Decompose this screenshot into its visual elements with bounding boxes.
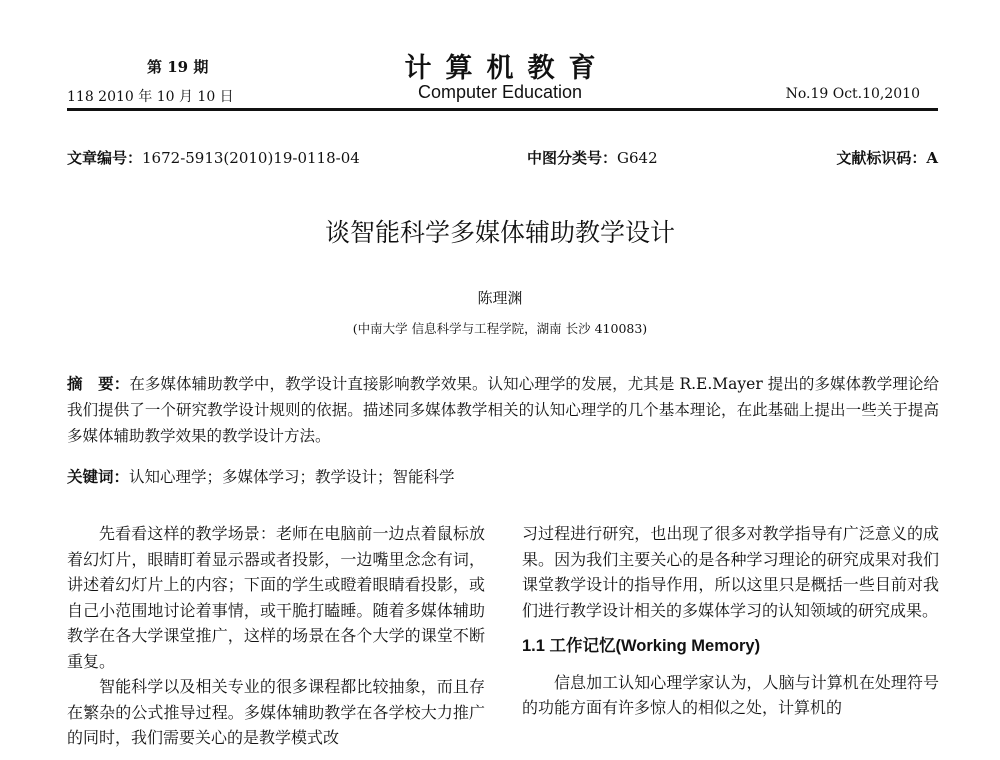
journal-title-en: Computer Education xyxy=(417,82,583,102)
body-right-column xyxy=(522,521,939,721)
article-title: 谈智能科学多媒体辅助教学设计 xyxy=(324,218,675,247)
body-paragraph: 先看看这样的教学场景：老师在电脑前一边点着鼠标放着幻灯片，眼睛盯着显示器或者投影，一边嘴里念念有词，讲述着幻灯片上的内容；下面的学生或瞪着眼睛看投影，或自己小范围地讨论着事情，或干脆打瞌睡。随着多媒体辅助教学在各大学课堂推广，这样的场景在各个大学的课堂不断重复。 xyxy=(67,524,485,671)
article-number-value: 1672-5913(2010)19-0118-04 xyxy=(142,149,360,167)
header-issue: 第 19 期 xyxy=(147,58,209,76)
header-rule xyxy=(67,108,938,111)
journal-title-cn: 计算机教育 xyxy=(404,53,610,84)
body-paragraph: 信息加工认知心理学家认为，人脑与计算机在处理符号的功能方面有许多惊人的相似之处，计算机的 xyxy=(522,672,939,717)
author-affiliation: (中南大学 信息科学与工程学院，湖南 长沙 410083) xyxy=(352,321,648,336)
article-number xyxy=(67,147,360,168)
keywords-text: 认知心理学；多媒体学习；教学设计；智能科学 xyxy=(129,468,455,486)
abstract-text: 在多媒体辅助教学中，教学设计直接影响教学效果。认知心理学的发展，尤其是 R.E.Mayer 提出的多媒体教学理论给我们提供了一个研究教学设计规则的依据。描述同多媒体教学相关的认知心理学的几个基本理论，在此基础上提出一些关于提高多媒体辅助教学效果的教学设计方法。 xyxy=(67,375,939,445)
document-code-value: A xyxy=(926,149,938,167)
abstract-label: 摘 要： xyxy=(67,374,130,393)
abstract xyxy=(67,371,939,449)
header-page-date: 118 2010 年 10 月 10 日 xyxy=(67,89,234,105)
section-heading: 1.1 工作记忆(Working Memory) xyxy=(522,637,761,655)
body-paragraph: 智能科学以及相关专业的很多课程都比较抽象，而且存在繁杂的公式推导过程。多媒体辅助教学在各学校大力推广的同时，我们需要关心的是教学模式改 xyxy=(67,677,485,747)
article-author: 陈理渊 xyxy=(477,289,523,307)
document-code-label: 文献标识码： xyxy=(836,149,927,167)
article-number-label: 文章编号： xyxy=(67,149,143,167)
keywords-label: 关键词： xyxy=(67,467,130,486)
body-left-column xyxy=(67,521,485,751)
body-paragraph: 习过程进行研究，也出现了很多对教学指导有广泛意义的成果。因为我们主要关心的是各种学习理论的研究成果对我们课堂教学设计的指导作用，所以这里只是概括一些目前对我们进行教学设计相关的多媒体学习的认知领域的研究成果。 xyxy=(522,524,939,620)
clc-value: G642 xyxy=(617,149,658,167)
document-code xyxy=(836,147,938,168)
keywords xyxy=(67,465,455,487)
clc-number xyxy=(527,147,658,168)
header-issue-en: No.19 Oct.10,2010 xyxy=(785,86,920,102)
clc-label: 中图分类号： xyxy=(527,149,618,167)
